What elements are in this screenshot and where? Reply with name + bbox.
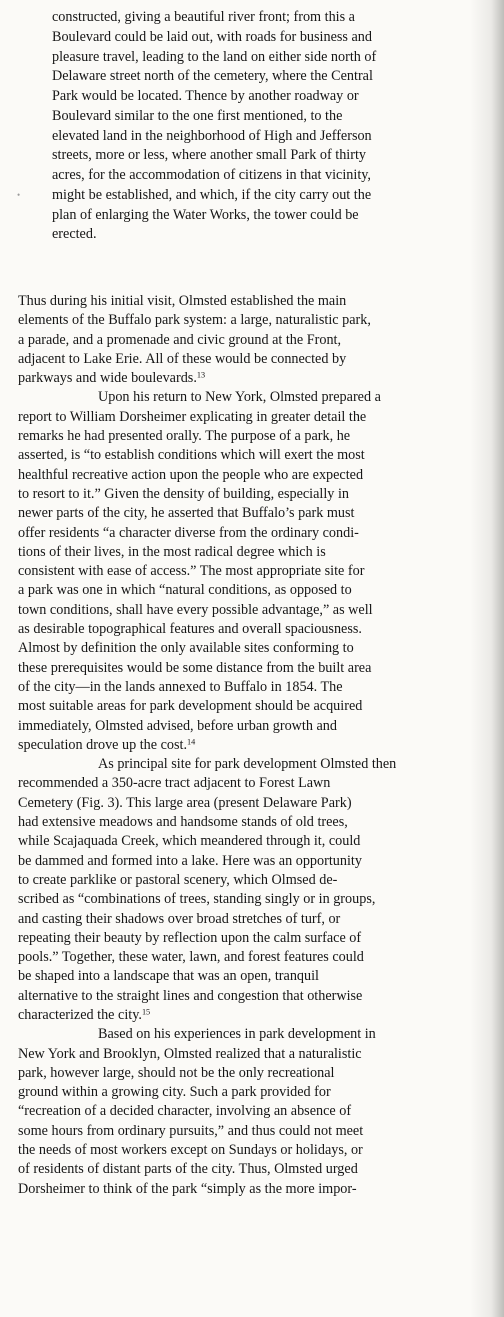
text-line-content: characterized the city. xyxy=(18,1006,142,1023)
text-line: be shaped into a landscape that was an open, tranquil xyxy=(18,968,319,985)
text-line: Dorsheimer to think of the park “simply as the more impor- xyxy=(18,1180,357,1197)
text-line: Based on his experiences in park development in xyxy=(98,1026,376,1043)
text-line: immediately, Olmsted advised, before urban growth and xyxy=(18,717,337,734)
text-line: the needs of most workers except on Sundays or holidays, or xyxy=(18,1142,363,1159)
text-line: consistent with ease of access.” The most appropriate site for xyxy=(18,563,365,580)
text-line: as desirable topographical features and overall spaciousness. xyxy=(18,621,362,638)
text-line: healthful recreative action upon the people who are expected xyxy=(18,466,364,483)
text-line: most suitable areas for park development should be acquired xyxy=(18,698,363,715)
text-line: New York and Brooklyn, Olmsted realized that a naturalistic xyxy=(18,1045,362,1062)
text-line: a park was one in which “natural conditions, as opposed to xyxy=(18,582,352,599)
text-line: report to William Dorsheimer explicating in greater detail the xyxy=(18,408,367,425)
quote-line: acres, for the accommodation of citizens in that vicinity, xyxy=(52,167,371,183)
quote-line: Park would be located. Thence by another roadway or xyxy=(52,88,359,104)
text-line: scribed as “combinations of trees, standing singly or in groups, xyxy=(18,891,376,908)
text-line: recommended a 350-acre tract adjacent to Forest Lawn xyxy=(18,775,331,792)
text-line: offer residents “a character diverse from the ordinary condi- xyxy=(18,524,359,541)
text-line: As principal site for park development Olmsted then xyxy=(98,756,397,773)
text-line: to create parklike or pastoral scenery, which Olmsed de- xyxy=(18,871,338,888)
quote-line: plan of enlarging the Water Works, the tower could be xyxy=(52,206,359,223)
text-line: ground within a growing city. Such a park provided for xyxy=(18,1084,331,1101)
paragraph xyxy=(18,755,486,1025)
text-line xyxy=(18,736,486,755)
quote-line: constructed, giving a beautiful river front; from this a xyxy=(52,9,355,25)
text-line: remarks he had presented orally. The purpose of a park, he xyxy=(18,428,351,445)
quote-line: might be established, and which, if the city carry out the xyxy=(52,186,372,203)
quote-line: Boulevard similar to the one first mentioned, to the xyxy=(52,107,343,124)
text-line: be dammed and formed into a lake. Here was an opportunity xyxy=(18,852,362,869)
text-line: Cemetery (Fig. 3). This large area (present Delaware Park) xyxy=(18,794,352,811)
text-line: while Scajaquada Creek, which meandered through it, could xyxy=(18,833,361,850)
quote-line: Delaware street north of the cemetery, where the Central xyxy=(52,68,373,85)
quote-line: elevated land in the neighborhood of High and Jefferson xyxy=(52,127,372,144)
text-line: of residents of distant parts of the city. Thus, Olmsted urged xyxy=(18,1161,358,1178)
text-line-content: speculation drove up the cost. xyxy=(18,736,188,753)
text-line xyxy=(18,369,486,388)
body-text xyxy=(18,292,486,1199)
text-line: Almost by definition the only available sites conforming to xyxy=(18,640,354,657)
text-line: elements of the Buffalo park system: a large, naturalistic park, xyxy=(18,312,371,329)
text-line: Thus during his initial visit, Olmsted established the main xyxy=(18,293,347,309)
text-line: a parade, and a promenade and civic ground at the Front, xyxy=(18,331,342,348)
text-line: park, however large, should not be the only recreational xyxy=(18,1064,335,1081)
text-line-content: parkways and wide boulevards. xyxy=(18,370,197,387)
paragraph xyxy=(18,388,486,755)
text-line: pools.” Together, these water, lawn, and forest features could xyxy=(18,949,364,966)
block-quote xyxy=(52,8,478,245)
quote-line: Boulevard could be laid out, with roads for business and xyxy=(52,28,372,45)
text-line: to resort to it.” Given the density of building, especially in xyxy=(18,485,349,502)
quote-line: erected. xyxy=(52,226,97,243)
text-line: Upon his return to New York, Olmsted prepared a xyxy=(98,389,381,406)
text-line xyxy=(18,1006,486,1025)
quote-line: pleasure travel, leading to the land on either side north of xyxy=(52,48,377,65)
paragraph xyxy=(18,292,486,388)
quote-line: streets, more or less, where another small Park of thirty xyxy=(52,147,367,164)
margin-speck: • xyxy=(17,190,21,200)
text-line: newer parts of the city, he asserted that Buffalo’s park must xyxy=(18,505,355,522)
text-line: repeating their beauty by reflection upon the calm surface of xyxy=(18,929,362,946)
text-line: some hours from ordinary pursuits,” and thus could not meet xyxy=(18,1122,364,1139)
text-line: these prerequisites would be some distance from the built area xyxy=(18,659,372,676)
text-line: of the city—in the lands annexed to Buffalo in 1854. The xyxy=(18,678,343,695)
text-line: town conditions, shall have every possible advantage,” as well xyxy=(18,601,373,618)
footnote-marker: 13 xyxy=(196,370,206,380)
footnote-marker: 15 xyxy=(141,1007,151,1017)
text-line: adjacent to Lake Erie. All of these would be connected by xyxy=(18,350,347,367)
text-line: tions of their lives, in the most radical degree which is xyxy=(18,543,326,560)
text-line: had extensive meadows and handsome stands of old trees, xyxy=(18,814,348,831)
paragraph xyxy=(18,1025,486,1199)
text-line: and casting their shadows over broad stretches of turf, or xyxy=(18,910,341,927)
footnote-marker: 14 xyxy=(187,737,196,747)
text-line: “recreation of a decided character, involving an absence of xyxy=(18,1103,352,1120)
text-line: asserted, is “to establish conditions which will exert the most xyxy=(18,447,365,464)
text-line: alternative to the straight lines and congestion that otherwise xyxy=(18,987,363,1004)
